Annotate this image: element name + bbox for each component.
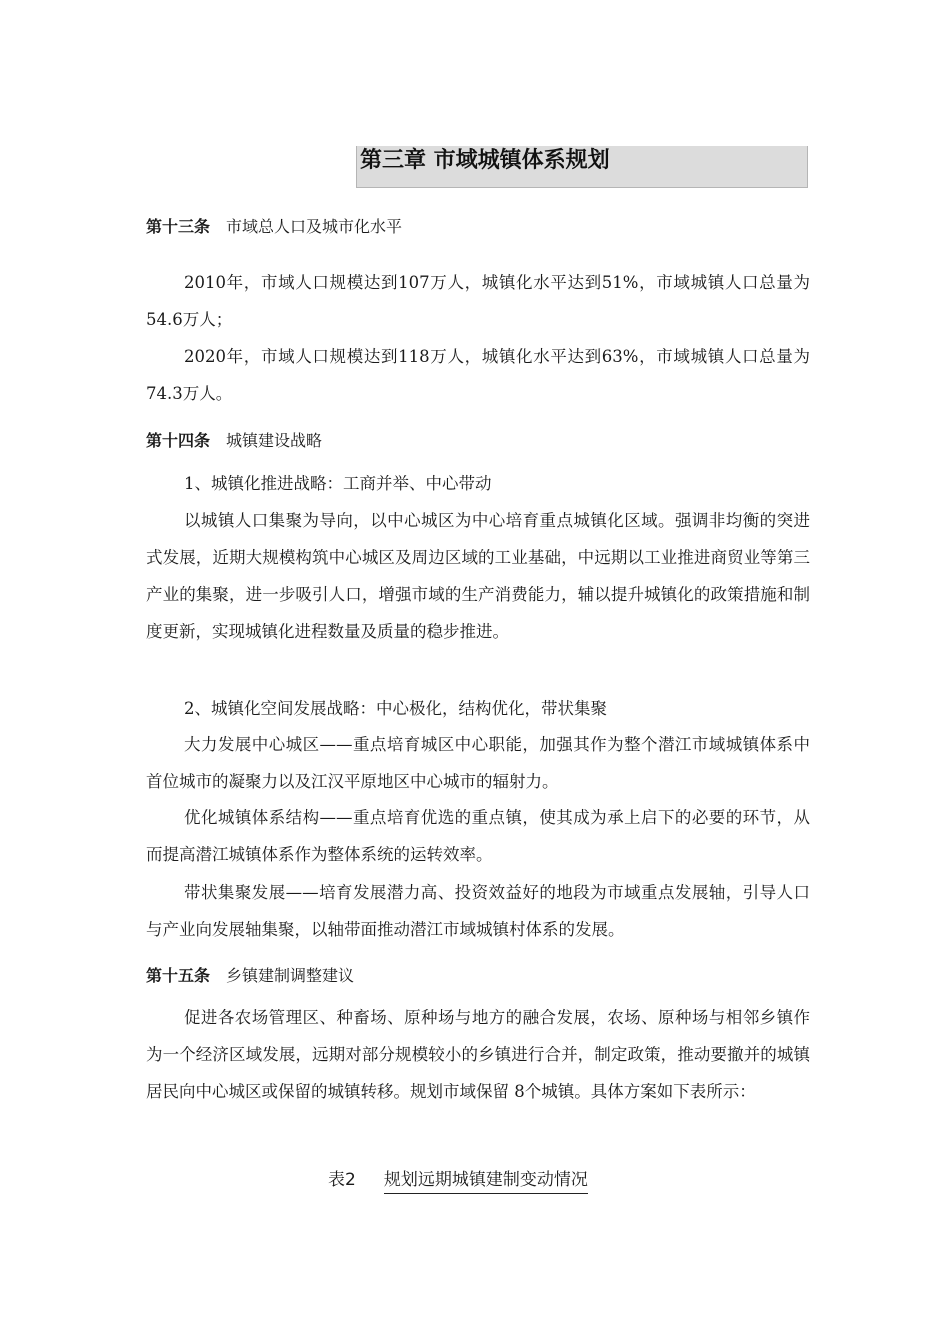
article-15-number: 第十五条 bbox=[146, 966, 211, 985]
article-13-paragraph-1: 2010年，市域人口规模达到107万人，城镇化水平达到51%，市域城镇人口总量为54.6万人； bbox=[146, 273, 810, 329]
article-15-title: 乡镇建制调整建议 bbox=[226, 966, 355, 985]
article-13-number: 第十三条 bbox=[146, 217, 211, 236]
article-15-paragraph: 促进各农场管理区、种畜场、原种场与地方的融合发展，农场、原种场与相邻乡镇作为一个经济区域发展，远期对部分规模较小的乡镇进行合并，制定政策，推动要撤并的城镇居民向中心城区或保留的城镇转移。规划市域保留 8个城镇。具体方案如下表所示： bbox=[146, 1008, 810, 1101]
article-14-item-1: 1、城镇化推进战略：工商并举、中心带动 bbox=[184, 474, 492, 493]
table-caption bbox=[328, 1165, 588, 1190]
article-14-heading bbox=[146, 428, 322, 451]
article-14-item-2-paragraph-3: 带状集聚发展——培育发展潜力高、投资效益好的地段为市域重点发展轴，引导人口与产业向发展轴集聚，以轴带面推动潜江市域城镇村体系的发展。 bbox=[146, 883, 810, 939]
article-15-heading bbox=[146, 963, 354, 986]
article-14-item-2-paragraph-1: 大力发展中心城区——重点培育城区中心职能，加强其作为整个潜江市域城镇体系中首位城市的凝聚力以及江汉平原地区中心城市的辐射力。 bbox=[146, 735, 810, 791]
table-caption-title: 规划远期城镇建制变动情况 bbox=[384, 1170, 588, 1194]
article-13-heading bbox=[146, 214, 402, 237]
table-caption-label: 表2 bbox=[328, 1170, 356, 1190]
article-13-title: 市域总人口及城市化水平 bbox=[226, 217, 403, 236]
article-14-item-1-text: 以城镇人口集聚为导向，以中心城区为中心培育重点城镇化区域。强调非均衡的突进式发展，近期大规模构筑中心城区及周边区域的工业基础，中远期以工业推进商贸业等第三产业的集聚，进一步吸引人口，增强市域的生产消费能力，辅以提升城镇化的政策措施和制度更新，实现城镇化进程数量及质量的稳步推进。 bbox=[146, 511, 810, 641]
article-13-paragraph-2: 2020年，市域人口规模达到118万人，城镇化水平达到63%，市域城镇人口总量为74.3万人。 bbox=[146, 347, 810, 403]
article-14-number: 第十四条 bbox=[146, 431, 211, 450]
article-14-title: 城镇建设战略 bbox=[226, 431, 323, 450]
chapter-title: 第三章 市域城镇体系规划 bbox=[360, 148, 610, 173]
article-14-item-2: 2、城镇化空间发展战略：中心极化，结构优化，带状集聚 bbox=[184, 699, 607, 718]
article-14-item-2-paragraph-2: 优化城镇体系结构——重点培育优选的重点镇，使其成为承上启下的必要的环节，从而提高潜江城镇体系作为整体系统的运转效率。 bbox=[146, 808, 810, 864]
